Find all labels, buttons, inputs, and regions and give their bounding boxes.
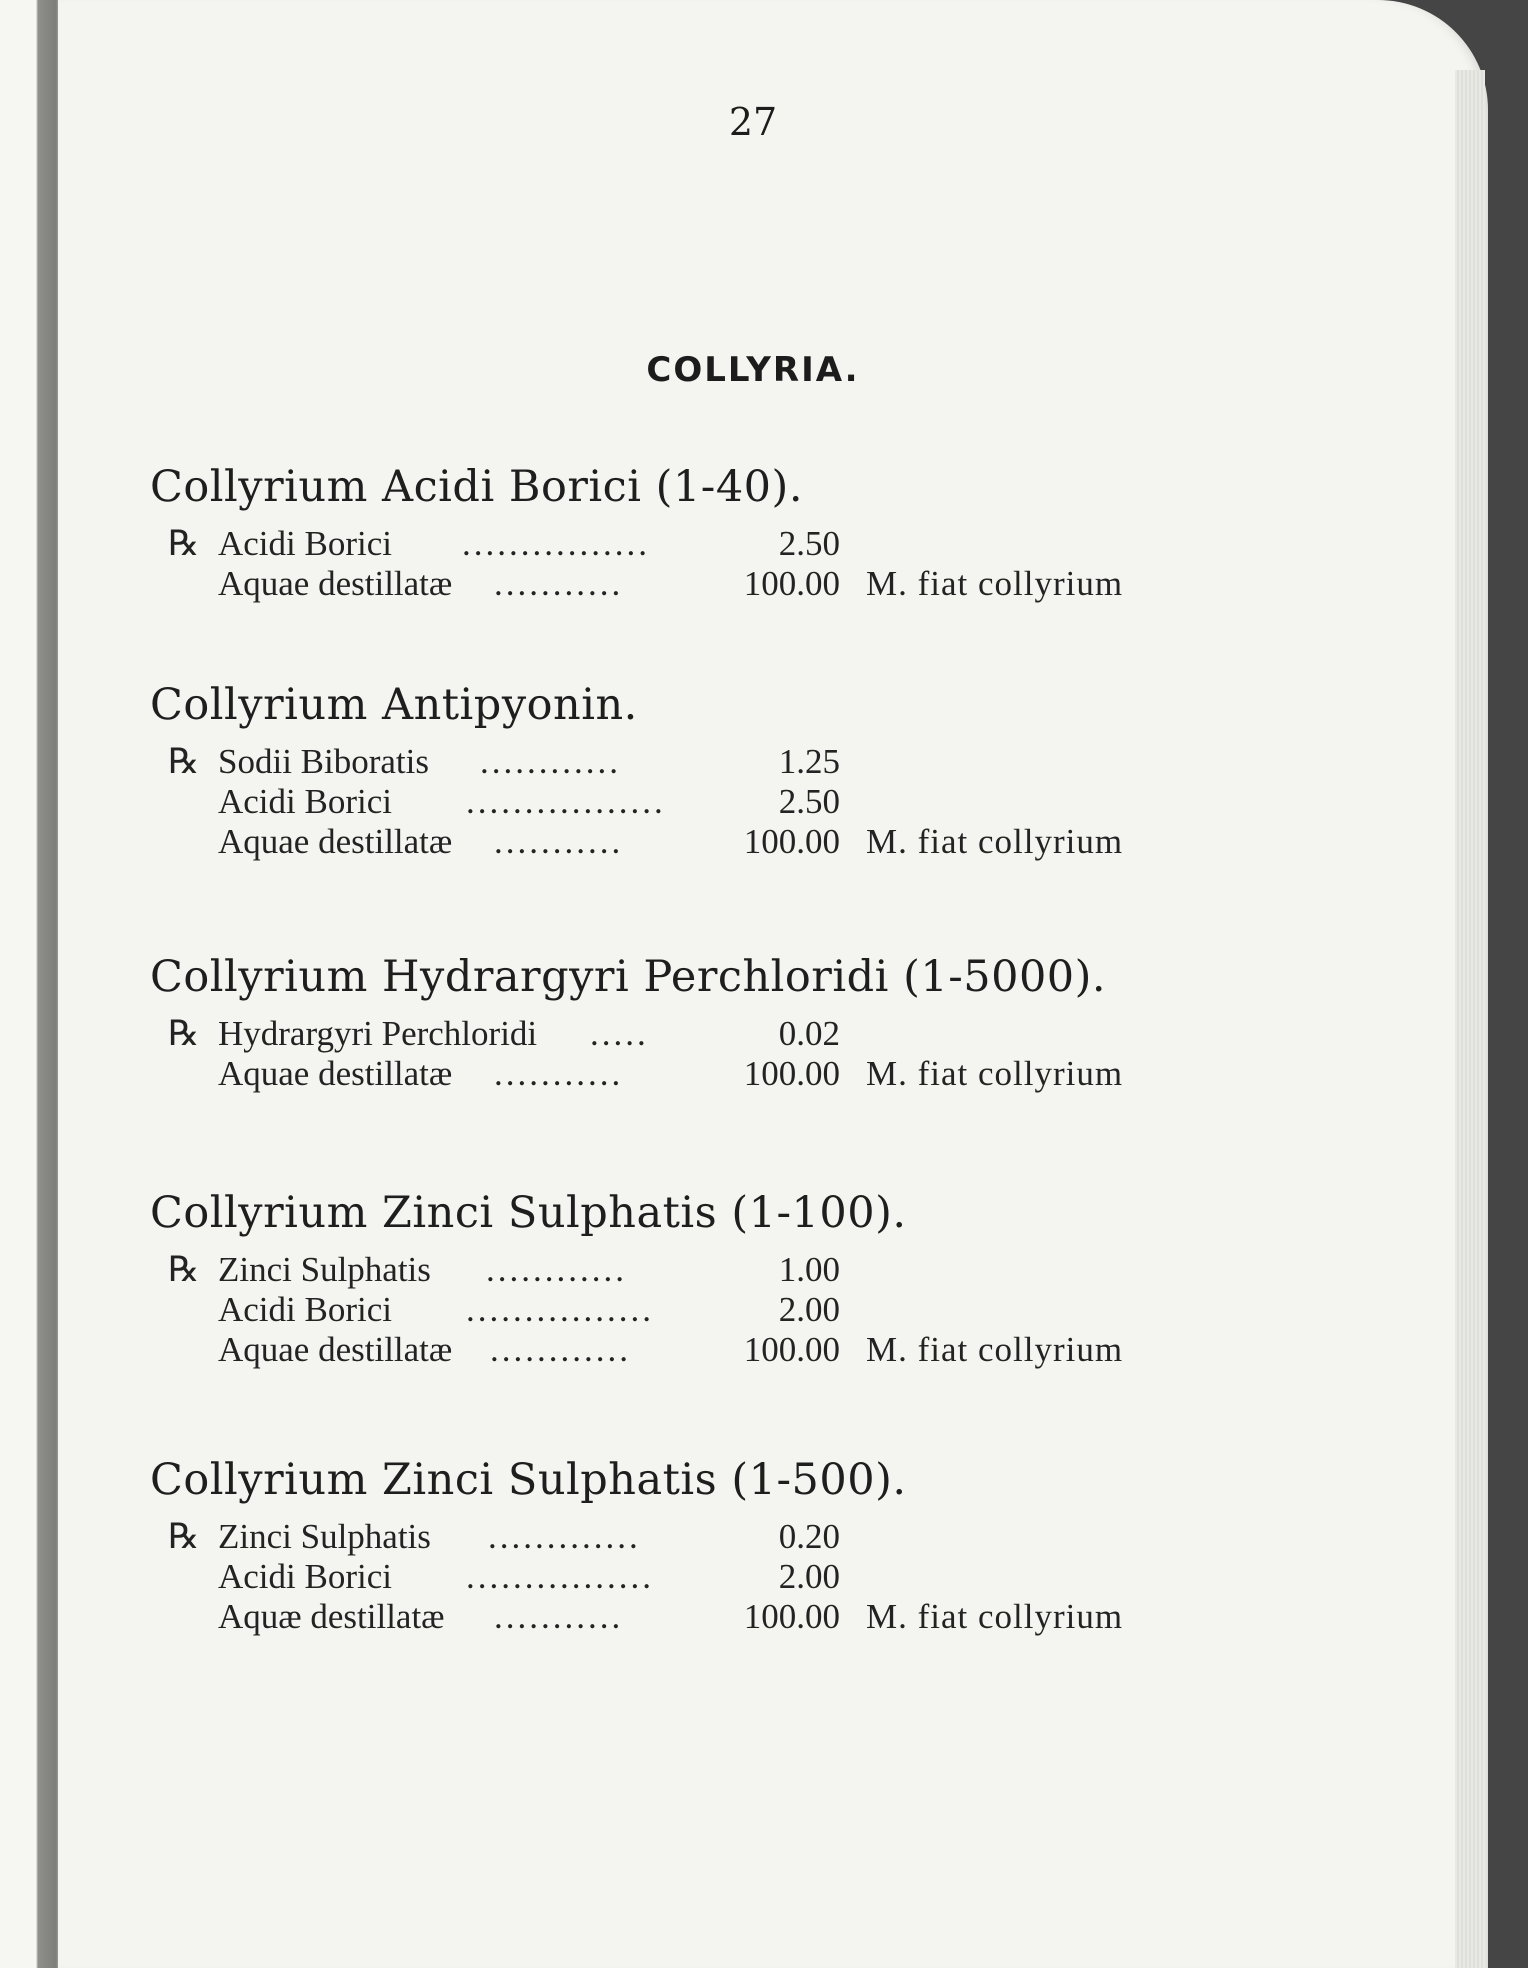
ingredient-name: Aquae destillatæ [218, 1054, 453, 1093]
prescription-note: M. fiat collyrium [866, 822, 1124, 861]
rx-symbol: ℞ [168, 742, 200, 781]
ingredient-row [150, 1517, 1350, 1557]
ingredient-name: Acidi Borici [218, 782, 392, 821]
ingredient-name: Aquae destillatæ [218, 1330, 453, 1369]
prescription-note: M. fiat collyrium [866, 564, 1124, 603]
leader-dots: ................ [466, 1557, 654, 1596]
ingredient-amount: 1.00 [778, 1250, 840, 1289]
leader-dots: ................ [466, 1290, 654, 1329]
ingredient-name: Acidi Borici [218, 1290, 392, 1329]
prescription-note: M. fiat collyrium [866, 1330, 1124, 1369]
page-number: 27 [728, 100, 778, 144]
ingredient-amount: 0.02 [778, 1014, 840, 1053]
ingredient-row [150, 1597, 1350, 1637]
recipe-title: Collyrium Zinci Sulphatis (1-500). [150, 1455, 907, 1505]
recipe-collyrium-antipyonin [150, 680, 1350, 862]
ingredient-amount: 100.00 [743, 1597, 840, 1636]
ingredient-amount: 0.20 [778, 1517, 840, 1556]
ingredient-row [150, 524, 1350, 564]
leader-dots: ................. [466, 782, 666, 821]
recipe-collyrium-hydrargyri [150, 952, 1350, 1094]
recipe-title: Collyrium Acidi Borici (1-40). [150, 462, 803, 512]
ingredient-row [150, 1330, 1350, 1370]
ingredient-row [150, 1290, 1350, 1330]
ingredient-row [150, 822, 1350, 862]
section-title: COLLYRIA. [646, 350, 860, 390]
ingredient-row [150, 1557, 1350, 1597]
ingredient-amount: 2.00 [778, 1290, 840, 1329]
leader-dots: ............. [488, 1517, 641, 1556]
leader-dots: ................ [462, 524, 650, 563]
ingredient-name: Aquae destillatæ [218, 822, 453, 861]
recipe-collyrium-zinci-1-500 [150, 1455, 1350, 1637]
ingredient-name: Zinci Sulphatis [218, 1517, 431, 1556]
rx-symbol: ℞ [168, 1517, 200, 1556]
book-page [58, 0, 1488, 1968]
ingredient-row [150, 742, 1350, 782]
ingredient-amount: 2.50 [778, 782, 840, 821]
ingredient-name: Aquæ destillatæ [218, 1597, 445, 1636]
ingredient-name: Acidi Borici [218, 1557, 392, 1596]
ingredient-amount: 2.50 [778, 524, 840, 563]
ingredient-amount: 1.25 [778, 742, 840, 781]
ingredient-amount: 2.00 [778, 1557, 840, 1596]
ingredient-name: Zinci Sulphatis [218, 1250, 431, 1289]
leader-dots: ............ [490, 1330, 631, 1369]
ingredient-amount: 100.00 [743, 1330, 840, 1369]
ingredient-row [150, 1014, 1350, 1054]
recipe-title: Collyrium Hydrargyri Perchloridi (1-5000). [150, 952, 1107, 1002]
ingredient-row [150, 1054, 1350, 1094]
ingredient-amount: 100.00 [743, 564, 840, 603]
recipe-collyrium-zinci-1-100 [150, 1188, 1350, 1370]
leader-dots: ........... [494, 1054, 624, 1093]
rx-symbol: ℞ [168, 1014, 200, 1053]
ingredient-name: Acidi Borici [218, 524, 392, 563]
ingredient-row [150, 564, 1350, 604]
rx-symbol: ℞ [168, 524, 200, 563]
rx-symbol: ℞ [168, 1250, 200, 1289]
leader-dots: ........... [494, 564, 624, 603]
ingredient-row [150, 1250, 1350, 1290]
page-edges [1455, 70, 1485, 1968]
leader-dots: ........... [494, 822, 624, 861]
leader-dots: ............ [486, 1250, 627, 1289]
ingredient-name: Aquae destillatæ [218, 564, 453, 603]
ingredient-name: Hydrargyri Perchloridi [218, 1014, 538, 1053]
leader-dots: ............ [480, 742, 621, 781]
recipe-title: Collyrium Zinci Sulphatis (1-100). [150, 1188, 907, 1238]
recipe-title: Collyrium Antipyonin. [150, 680, 638, 730]
prescription-note: M. fiat collyrium [866, 1597, 1124, 1636]
ingredient-name: Sodii Biboratis [218, 742, 429, 781]
leader-dots: ..... [590, 1014, 649, 1053]
prescription-note: M. fiat collyrium [866, 1054, 1124, 1093]
ingredient-amount: 100.00 [743, 1054, 840, 1093]
ingredient-row [150, 782, 1350, 822]
recipe-collyrium-acidi-borici [150, 462, 1350, 604]
ingredient-amount: 100.00 [743, 822, 840, 861]
leader-dots: ........... [494, 1597, 624, 1636]
book-spine [0, 0, 58, 1968]
